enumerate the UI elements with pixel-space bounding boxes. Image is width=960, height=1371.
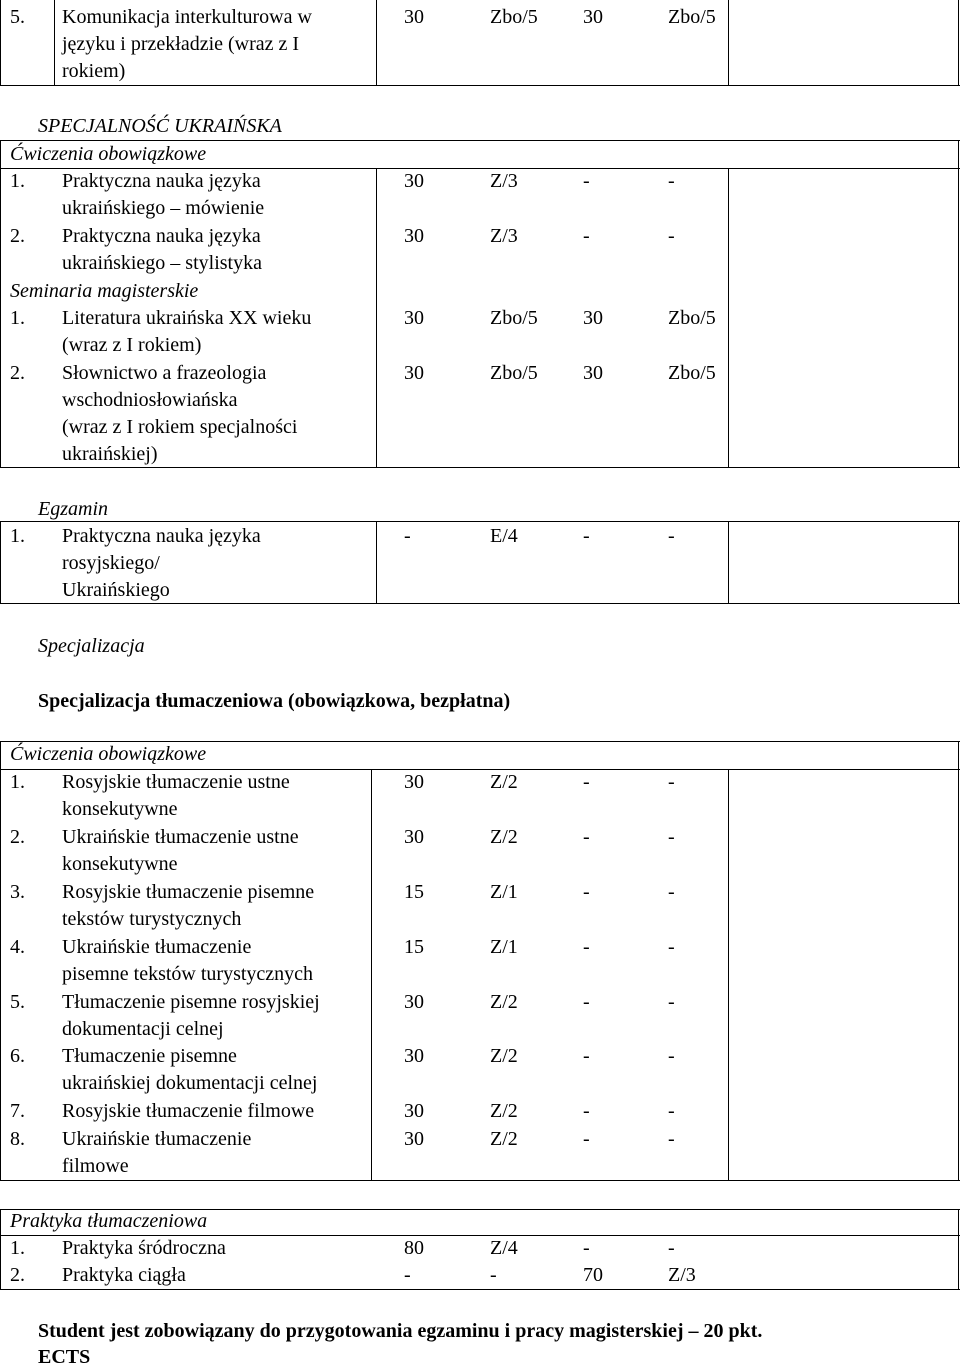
row-number: 8. [10,1128,25,1150]
course-name-line: Ukraińskie tłumaczenie ustne [62,826,299,848]
course-name-line: języku i przekładzie (wraz z I [62,33,300,55]
footer-note: Student jest zobowiązany do przygotowania egzaminu i pracy magisterskiej – 20 pkt. [38,1320,763,1342]
value-hours-1: 30 [404,771,424,793]
course-name-line: Tłumaczenie pisemne rosyjskiej [62,991,320,1013]
course-name-line: Słownictwo a frazeologia [62,362,267,384]
course-name-line: (wraz z I rokiem specjalności [62,416,298,438]
value-credit-2: - [668,170,675,192]
value-hours-1: 30 [404,307,424,329]
value-hours-1: 30 [404,225,424,247]
value-hours-2: - [583,525,590,547]
value-credit-2: - [668,881,675,903]
value-credit-2: Zbo/5 [668,362,716,384]
course-name-line: Praktyczna nauka języka [62,170,261,192]
value-hours-2: 30 [583,307,603,329]
value-hours-2: - [583,1045,590,1067]
value-credit-2: Zbo/5 [668,6,716,28]
value-credit-2: - [668,1100,675,1122]
value-hours-1: 30 [404,170,424,192]
value-credit-2: - [668,1237,675,1259]
value-credit-2: - [668,525,675,547]
row-number: 1. [10,1237,25,1259]
value-credit-1: Z/2 [490,991,518,1013]
value-credit-1: Z/2 [490,771,518,793]
course-name-line: tekstów turystycznych [62,908,242,930]
value-credit-1: Z/2 [490,826,518,848]
value-credit-1: Z/1 [490,936,518,958]
course-name-line: Ukraińskie tłumaczenie [62,1128,252,1150]
value-hours-1: 30 [404,826,424,848]
value-hours-2: - [583,225,590,247]
value-hours-2: - [583,826,590,848]
course-name-line: Ukraińskie tłumaczenie [62,936,252,958]
course-name-line: Praktyka śródroczna [62,1237,226,1259]
row-number: 2. [10,1264,25,1286]
course-name-line: ukraińskiej) [62,443,158,465]
value-credit-2: - [668,771,675,793]
value-hours-2: - [583,1100,590,1122]
section-heading: SPECJALNOŚĆ UKRAIŃSKA [38,115,282,137]
course-name-line: Praktyczna nauka języka [62,525,261,547]
row-number: 5. [10,991,25,1013]
course-name-line: dokumentacji celnej [62,1018,224,1040]
value-credit-2: Z/3 [668,1264,696,1286]
value-hours-1: 80 [404,1237,424,1259]
course-name-line: Rosyjskie tłumaczenie filmowe [62,1100,315,1122]
row-number: 1. [10,525,25,547]
course-name-line: Praktyka ciągła [62,1264,186,1286]
value-hours-1: 30 [404,1045,424,1067]
value-credit-2: - [668,936,675,958]
row-number: 1. [10,307,25,329]
row-number: 2. [10,362,25,384]
course-name-line: rosyjskiego/ [62,552,160,574]
section-heading: Egzamin [38,498,108,520]
value-credit-1: Z/2 [490,1128,518,1150]
subsection-heading: Ćwiczenia obowiązkowe [10,743,207,765]
row-number: 6. [10,1045,25,1067]
value-credit-2: - [668,826,675,848]
course-name-line: pisemne tekstów turystycznych [62,963,314,985]
value-hours-1: 15 [404,936,424,958]
course-name-line: Rosyjskie tłumaczenie pisemne [62,881,315,903]
value-hours-1: 15 [404,881,424,903]
section-heading: Specjalizacja [38,635,145,657]
value-credit-2: - [668,1045,675,1067]
row-number: 2. [10,225,25,247]
course-name-line: ukraińskiej dokumentacji celnej [62,1072,318,1094]
value-hours-1: 30 [404,1128,424,1150]
value-hours-1: 30 [404,1100,424,1122]
value-hours-2: - [583,771,590,793]
value-credit-1: - [490,1264,497,1286]
value-hours-2: - [583,170,590,192]
course-name-line: Rosyjskie tłumaczenie ustne [62,771,290,793]
course-name-line: ukraińskiego – mówienie [62,197,265,219]
row-number: 7. [10,1100,25,1122]
value-credit-2: - [668,1128,675,1150]
value-hours-2: 30 [583,362,603,384]
row-number: 4. [10,936,25,958]
value-credit-2: Zbo/5 [668,307,716,329]
course-name-line: wschodniosłowiańska [62,389,238,411]
course-name-line: filmowe [62,1155,129,1177]
value-credit-1: Z/3 [490,225,518,247]
course-name-line: Praktyczna nauka języka [62,225,261,247]
value-hours-2: - [583,1128,590,1150]
value-credit-1: Zbo/5 [490,6,538,28]
value-credit-1: Zbo/5 [490,362,538,384]
value-credit-1: E/4 [490,525,518,547]
subsection-heading: Ćwiczenia obowiązkowe [10,143,207,165]
specialization-title: Specjalizacja tłumaczeniowa (obowiązkowa, bezpłatna) [38,690,511,712]
course-name-line: konsekutywne [62,853,178,875]
value-credit-1: Zbo/5 [490,307,538,329]
subsection-heading: Seminaria magisterskie [10,280,199,302]
value-hours-1: - [404,1264,411,1286]
subsection-heading: Praktyka tłumaczeniowa [10,1210,208,1232]
footer-note-ects: ECTS [38,1346,91,1368]
value-credit-1: Z/2 [490,1100,518,1122]
row-number: 5. [10,6,25,28]
value-credit-2: - [668,225,675,247]
value-hours-1: 30 [404,362,424,384]
value-hours-1: 30 [404,991,424,1013]
course-name-line: ukraińskiego – stylistyka [62,252,262,274]
row-number: 1. [10,170,25,192]
course-name-line: Ukraińskiego [62,579,170,601]
value-hours-1: 30 [404,6,424,28]
value-credit-1: Z/3 [490,170,518,192]
course-name-line: Tłumaczenie pisemne [62,1045,237,1067]
value-credit-2: - [668,991,675,1013]
value-credit-1: Z/1 [490,881,518,903]
value-hours-2: - [583,936,590,958]
value-hours-2: - [583,881,590,903]
value-hours-2: 70 [583,1264,603,1286]
course-name-line: (wraz z I rokiem) [62,334,202,356]
value-hours-2: - [583,1237,590,1259]
value-hours-2: 30 [583,6,603,28]
course-name-line: Literatura ukraińska XX wieku [62,307,312,329]
row-number: 1. [10,771,25,793]
value-hours-1: - [404,525,411,547]
course-name-line: Komunikacja interkulturowa w [62,6,312,28]
row-number: 3. [10,881,25,903]
value-credit-1: Z/2 [490,1045,518,1067]
value-credit-1: Z/4 [490,1237,518,1259]
course-name-line: konsekutywne [62,798,178,820]
value-hours-2: - [583,991,590,1013]
course-name-line: rokiem) [62,60,126,82]
row-number: 2. [10,826,25,848]
